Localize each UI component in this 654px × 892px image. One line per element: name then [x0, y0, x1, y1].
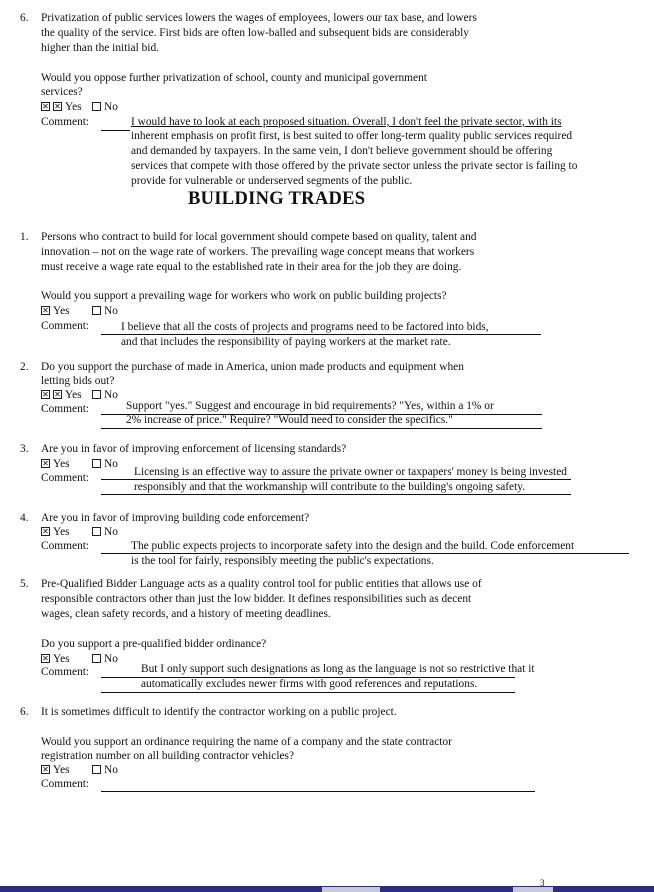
yes-label: Yes: [53, 764, 70, 776]
question-number: 4.: [20, 512, 29, 524]
comment-underline: [101, 494, 571, 495]
question-number: 3.: [20, 443, 29, 455]
yes-label: Yes: [65, 101, 82, 113]
question-ask-line: Would you oppose further privatization of school, county and municipal government: [41, 72, 427, 84]
comment-label: Comment:: [41, 540, 90, 552]
question-number: 6.: [20, 12, 29, 24]
question-text-line: innovation – not on the wage rate of workers. The prevailing wage concept means that workers: [41, 246, 475, 258]
comment-text-line[interactable]: inherent emphasis on profit first, is best suited to offer long-term quality public services required: [131, 130, 573, 142]
no-option[interactable]: [92, 305, 118, 317]
question-text-line: Do you support the purchase of made in America, union made products and equipment when: [41, 361, 464, 373]
question-text-line: letting bids out?: [41, 375, 115, 387]
comment-label: Comment:: [41, 778, 90, 790]
yes-checkbox-mark: [53, 390, 62, 399]
comment-input[interactable]: [101, 791, 535, 792]
comment-label: Comment:: [41, 403, 90, 415]
yes-checkbox-mark: [53, 102, 62, 111]
question-text-line: It is sometimes difficult to identify the contractor working on a public project.: [41, 706, 397, 718]
comment-underline: [101, 553, 629, 554]
comment-text-line[interactable]: Support "yes." Suggest and encourage in bid requirements? "Yes, within a 1% or: [126, 400, 494, 412]
no-option[interactable]: [92, 458, 118, 470]
yes-checkbox[interactable]: [41, 654, 50, 663]
comment-text-line[interactable]: responsibly and that the workmanship will contribute to the building's ongoing safety.: [134, 481, 526, 493]
no-label: No: [104, 526, 118, 538]
question-text-line: Are you in favor of improving enforcement of licensing standards?: [41, 443, 347, 455]
question-text-line: Persons who contract to build for local government should compete based on quality, talent and: [41, 231, 477, 243]
yes-option[interactable]: [41, 764, 70, 776]
yes-option[interactable]: [41, 305, 70, 317]
question-text-line: responsible contractors other than just the low bidder. It defines responsibilities such as decent: [41, 593, 472, 605]
question-number: 2.: [20, 361, 29, 373]
no-label: No: [104, 305, 118, 317]
comment-label: Comment:: [41, 666, 90, 678]
footer-tab: [513, 887, 553, 892]
comment-text-line[interactable]: provide for vulnerable or underserved segments of the public.: [131, 175, 413, 187]
yes-checkbox[interactable]: [41, 306, 50, 315]
comment-text-line[interactable]: and that includes the responsibility of paying workers at the market rate.: [121, 336, 451, 348]
comment-label: Comment:: [41, 320, 90, 332]
yes-option[interactable]: [41, 458, 70, 470]
question-text-line: wages, clean safety records, and a history of meeting deadlines.: [41, 608, 331, 620]
comment-text-line[interactable]: 2% increase of price." Require? "Would need to consider the specifics.": [126, 414, 453, 426]
comment-underline: [101, 692, 515, 693]
comment-underline: [101, 479, 571, 480]
no-option[interactable]: [92, 101, 118, 113]
yes-label: Yes: [53, 653, 70, 665]
comment-underline: [101, 334, 541, 335]
comment-text-line[interactable]: I believe that all the costs of projects and programs need to be factored into bids,: [121, 321, 489, 333]
question-number: 6.: [20, 706, 29, 718]
yes-label: Yes: [65, 389, 82, 401]
question-ask-line: registration number on all building contractor vehicles?: [41, 750, 295, 762]
comment-text-line[interactable]: and demanded by taxpayers. In the same vein, I don't believe government should be offering: [131, 145, 553, 157]
no-option[interactable]: [92, 653, 118, 665]
yes-option[interactable]: [41, 101, 82, 113]
yes-option[interactable]: [41, 526, 70, 538]
question-text-line: Privatization of public services lowers the wages of employees, lowers our tax base, and lowers: [41, 12, 477, 24]
comment-text-line[interactable]: services that compete with those offered by the private sector unless the private sector is failing to: [131, 160, 578, 172]
yes-checkbox[interactable]: [41, 765, 50, 774]
no-label: No: [104, 653, 118, 665]
comment-text-line[interactable]: automatically excludes newer firms with good references and reputations.: [141, 678, 478, 690]
no-checkbox[interactable]: [92, 459, 101, 468]
footer-tab: [322, 887, 380, 892]
question-text-line: higher than the initial bid.: [41, 42, 159, 54]
no-option[interactable]: [92, 526, 118, 538]
comment-text-line[interactable]: The public expects projects to incorporate safety into the design and the build. Code enforcement: [131, 540, 575, 552]
section-heading: BUILDING TRADES: [188, 189, 366, 209]
no-checkbox[interactable]: [92, 765, 101, 774]
no-label: No: [104, 764, 118, 776]
comment-text-line[interactable]: I would have to look at each proposed situation. Overall, I don't feel the private sector, with its: [131, 116, 562, 128]
comment-label: Comment:: [41, 472, 90, 484]
question-text-line: Pre-Qualified Bidder Language acts as a quality control tool for public entities that allows use of: [41, 578, 482, 590]
yes-checkbox[interactable]: [41, 390, 50, 399]
question-ask-line: services?: [41, 86, 83, 98]
comment-underline: [101, 428, 542, 429]
yes-option[interactable]: [41, 389, 82, 401]
comment-underline: [101, 130, 130, 131]
no-option[interactable]: [92, 764, 118, 776]
yes-checkbox[interactable]: [41, 527, 50, 536]
question-number: 5.: [20, 578, 29, 590]
yes-label: Yes: [53, 526, 70, 538]
no-checkbox[interactable]: [92, 306, 101, 315]
question-number: 1.: [20, 231, 29, 243]
no-label: No: [104, 458, 118, 470]
yes-label: Yes: [53, 458, 70, 470]
page-number: 3: [540, 878, 545, 888]
comment-label: Comment:: [41, 116, 90, 128]
question-ask-line: Do you support a pre-qualified bidder ordinance?: [41, 638, 267, 650]
question-text-line: the quality of the service. First bids are often low-balled and subsequent bids are considerably: [41, 27, 469, 39]
no-label: No: [104, 389, 118, 401]
question-text-line: must receive a wage rate equal to the established rate in their area for the job they are doing.: [41, 261, 462, 273]
comment-text-line[interactable]: Licensing is an effective way to assure the private owner or taxpapers' money is being invested: [134, 466, 567, 478]
yes-checkbox[interactable]: [41, 459, 50, 468]
yes-checkbox[interactable]: [41, 102, 50, 111]
no-option[interactable]: [92, 389, 118, 401]
yes-option[interactable]: [41, 653, 70, 665]
question-ask-line: Would you support an ordinance requiring the name of a company and the state contractor: [41, 736, 452, 748]
question-ask-line: Would you support a prevailing wage for workers who work on public building projects?: [41, 290, 447, 302]
question-text-line: Are you in favor of improving building code enforcement?: [41, 512, 310, 524]
comment-text-line[interactable]: But I only support such designations as long as the language is not so restrictive that it: [141, 663, 535, 675]
no-checkbox[interactable]: [92, 390, 101, 399]
no-checkbox[interactable]: [92, 102, 101, 111]
yes-label: Yes: [53, 305, 70, 317]
comment-text-line[interactable]: is the tool for fairly, responsibly meeting the public's expectations.: [131, 555, 434, 567]
no-checkbox[interactable]: [92, 527, 101, 536]
no-label: No: [104, 101, 118, 113]
no-checkbox[interactable]: [92, 654, 101, 663]
